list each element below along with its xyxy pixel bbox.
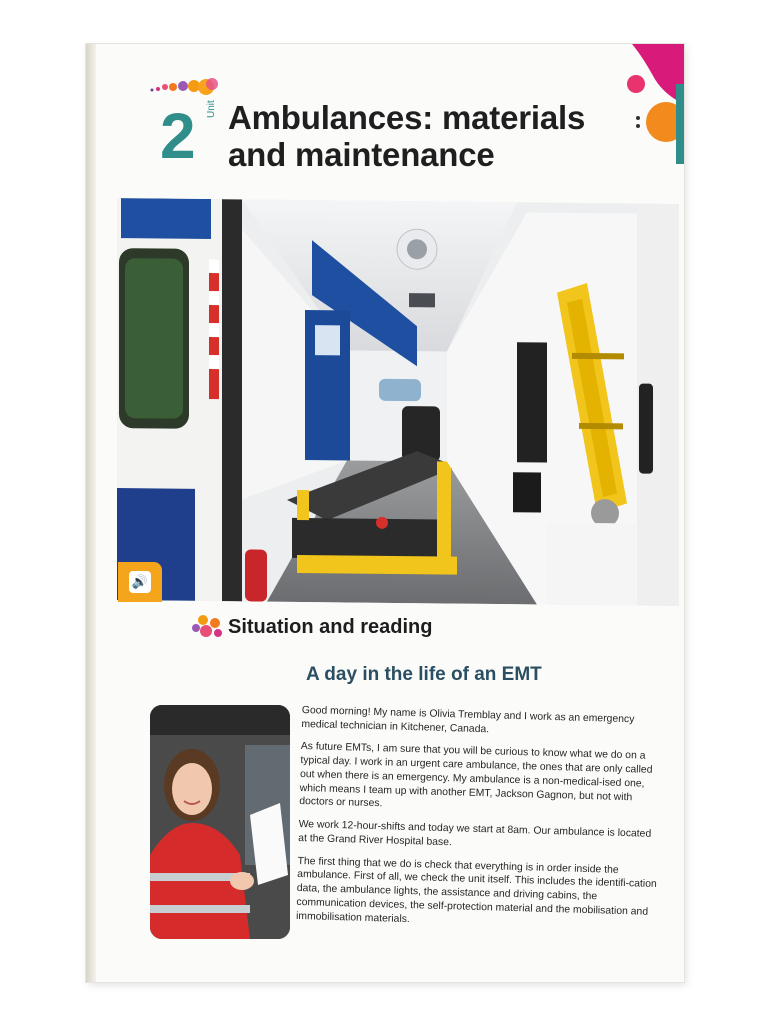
dots-logo-icon (146, 72, 226, 102)
paragraph-3: We work 12-hour-shifts and today we start at 8am. Our ambulance is located at the Grand River Hospital base. (298, 819, 652, 849)
section-dots-icon (190, 612, 226, 640)
title-line-1: Ambulances: materials (228, 99, 586, 136)
paragraph-1: Good morning! My name is Olivia Tremblay and I work as an emergency medical technician in Kitchener, Canada. (301, 704, 635, 735)
emt-portrait-photo (150, 705, 290, 939)
title-line-2: and maintenance (228, 135, 495, 173)
unit-number: 2 (160, 100, 196, 172)
article-body (296, 704, 664, 942)
corner-decoration-icon (622, 44, 684, 164)
ambulance-interior-photo (117, 198, 679, 606)
page-title (228, 100, 628, 174)
paragraph-4: The first thing that we do is check that everything is in order inside the ambulance. First of all, we check the unit itself. This includes the identifi-cation data, the ambulance lights, the assistance and driving cabins, the communication devices, the self-protection material and the mobilisation and immobilisation materials. (295, 855, 657, 925)
audio-play-button[interactable] (118, 562, 162, 602)
paragraph-2: As future EMTs, I am sure that you will be curious to know what we do on a typical day. I work in an urgent care ambulance, the ones that are only called out when there is an emergency. My ambulance is a non-medical-ised one, which means I team up with another EMT, Jackson Gagnon, but not with doctors or nurses. (299, 741, 653, 810)
page-spine-shadow (86, 44, 96, 982)
section-heading: Situation and reading (228, 616, 433, 638)
article-title: A day in the life of an EMT (306, 664, 542, 685)
unit-label: Unit (206, 100, 217, 118)
speaker-icon: 🔊 (129, 571, 151, 593)
